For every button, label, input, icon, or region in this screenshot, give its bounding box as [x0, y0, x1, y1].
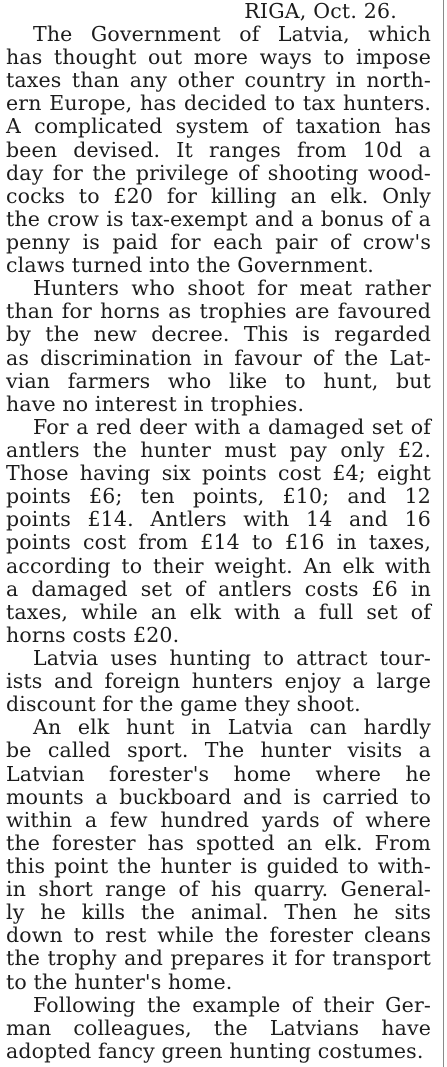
text-line: ern Europe, has decided to tax hunters.	[6, 91, 431, 116]
dateline: RIGA, Oct. 26.	[244, 0, 397, 23]
text-line: as discrimination in favour of the Lat-	[6, 345, 431, 370]
text-line: a damaged set of antlers costs £6 in	[6, 576, 431, 601]
text-line: down to rest while the forester cleans	[6, 923, 431, 948]
text-line: For a red deer with a damaged set of	[33, 414, 431, 439]
text-line: be called sport. The hunter visits a	[6, 738, 431, 763]
text-line: according to their weight. An elk with	[6, 553, 431, 578]
text-line: A complicated system of taxation has	[6, 114, 431, 139]
text-line: ists and foreign hunters enjoy a large	[6, 669, 431, 694]
text-line: Following the example of their Ger-	[33, 992, 431, 1017]
text-line: antlers the hunter must pay only £2.	[6, 438, 431, 462]
text-line: vian farmers who like to hunt, but	[6, 368, 431, 393]
text-line: points cost from £14 to £16 in taxes,	[6, 530, 431, 555]
text-line: points £14. Antlers with 14 and 16	[6, 507, 431, 532]
text-line: claws turned into the Government.	[6, 253, 374, 278]
text-line: Latvian forester's home where he	[6, 761, 431, 786]
text-line: mounts a buckboard and is carried to	[6, 784, 431, 809]
text-line: adopted fancy green hunting costumes.	[6, 1038, 424, 1063]
text-line: cocks to £20 for killing an elk. Only	[6, 183, 431, 208]
text-line: The Government of Latvia, which	[33, 22, 431, 46]
text-line: the forester has spotted an elk. From	[6, 830, 431, 855]
text-line: Those having six points cost £4; eight	[6, 461, 431, 486]
text-line: discount for the game they shoot.	[6, 692, 361, 717]
text-line: day for the privilege of shooting wood-	[6, 160, 431, 185]
text-line: horns costs £20.	[6, 622, 180, 647]
text-line: in short range of his quarry. General-	[6, 877, 431, 902]
text-line: by the new decree. This is regarded	[6, 322, 431, 347]
text-line: taxes, while an elk with a full set of	[6, 599, 431, 624]
text-line: than for horns as trophies are favoured	[6, 299, 431, 324]
text-line: points £6; ten points, £10; and 12	[6, 484, 431, 509]
text-line: to the hunter's home.	[6, 969, 233, 994]
text-line: penny is paid for each pair of crow's	[6, 230, 431, 254]
text-line: ly he kills the animal. Then he sits	[6, 900, 431, 925]
text-line: man colleagues, the Latvians have	[6, 1015, 431, 1040]
text-line: Hunters who shoot for meat rather	[33, 276, 431, 301]
text-line: Latvia uses hunting to attract tour-	[33, 646, 431, 670]
text-line: within a few hundred yards of where	[6, 807, 431, 832]
column-rule	[443, 0, 444, 1067]
text-line: the trophy and prepares it for transport	[6, 946, 431, 971]
text-line: has thought out more ways to impose	[6, 45, 431, 70]
text-line: this point the hunter is guided to with-	[6, 854, 431, 878]
text-line: taxes than any other country in north-	[6, 68, 431, 93]
text-line: have no interest in trophies.	[6, 391, 305, 416]
text-line: the crow is tax-exempt and a bonus of a	[6, 206, 431, 231]
text-line: been devised. It ranges from 10d a	[6, 137, 431, 162]
text-line: An elk hunt in Latvia can hardly	[33, 715, 431, 740]
